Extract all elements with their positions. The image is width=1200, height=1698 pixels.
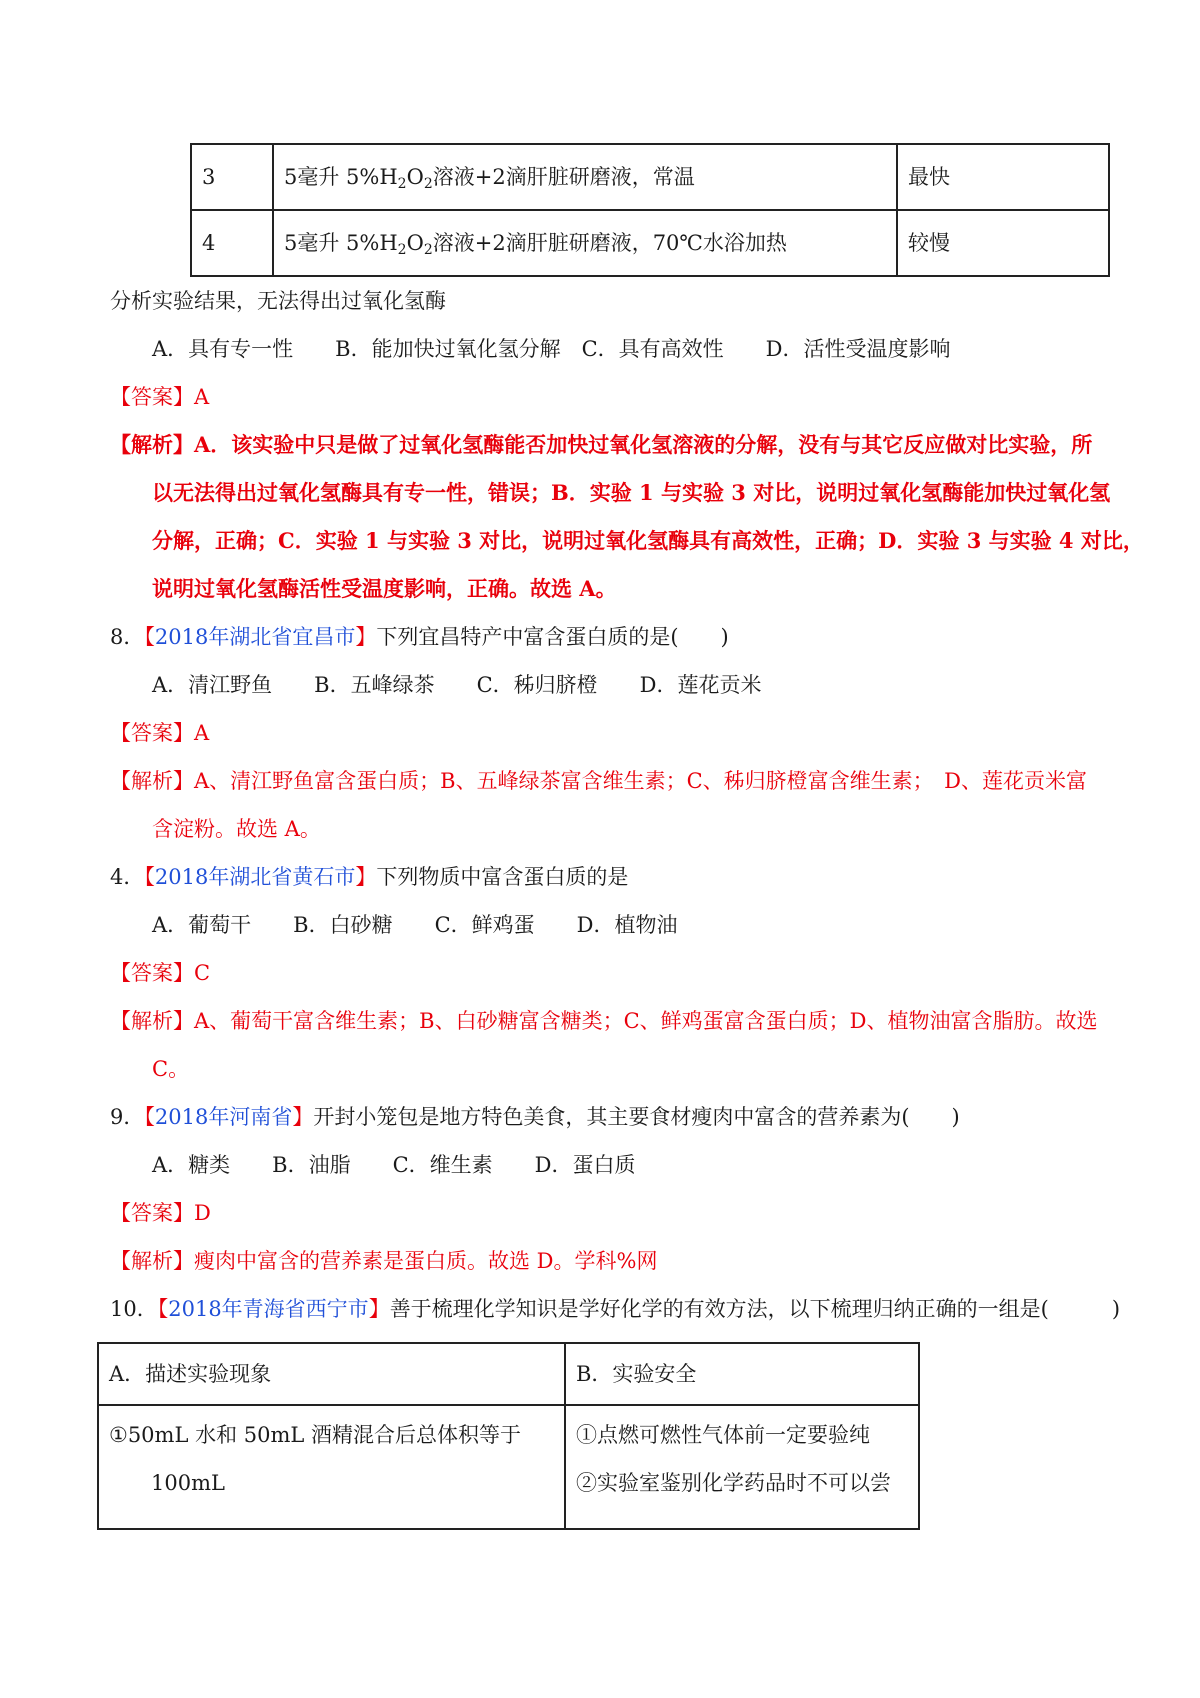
answer-value: C <box>194 961 211 985</box>
answer-line <box>110 1198 211 1228</box>
question-options: A．清江野鱼 B．五峰绿茶 C．秭归脐橙 D．莲花贡米 <box>152 673 762 697</box>
question-source: 2018年河南省 <box>154 1105 293 1129</box>
analysis-line: 【解析】A、葡萄干富含维生素；B、白砂糖富含糖类；C、鲜鸡蛋富含蛋白质；D、植物油富含脂肪。故选 <box>110 1009 1098 1033</box>
table-cell-a: ①50mL 水和 50mL 酒精混合后总体积等于 100mL <box>98 1405 565 1529</box>
table-row <box>191 144 1109 210</box>
analysis-line: C。 <box>152 1057 190 1081</box>
question-title: 8．【2018年湖北省宜昌市】下列宜昌特产中富含蛋白质的是( ) <box>110 625 729 649</box>
answer-label: 【答案】 <box>110 1201 194 1225</box>
analysis-label: 【解析】 <box>110 1009 194 1033</box>
analysis-line: 分解，正确；C．实验 1 与实验 3 对比，说明过氧化氢酶具有高效性，正确；D．实验 3 与实验 4 对比， <box>152 528 1144 553</box>
table-header-b: B．实验安全 <box>565 1343 919 1405</box>
answer-value: A <box>194 721 210 745</box>
table-cell-procedure: 5毫升 $5\%H_2O_2$溶液+2滴肝脏研磨液，70℃水浴加热 <box>273 210 897 276</box>
answer-value: D <box>194 1201 211 1225</box>
answer-label: 【答案】 <box>110 385 194 409</box>
answer-value: A <box>194 385 210 409</box>
options-table <box>97 1342 920 1530</box>
analysis-label: 【解析】 <box>110 769 194 793</box>
answer-line <box>110 718 209 748</box>
answer-line <box>110 382 209 412</box>
analysis-line: 【解析】A、清江野鱼富含蛋白质；B、五峰绿茶富含维生素；C、秭归脐橙富含维生素； D、莲花贡米富 <box>110 769 1087 793</box>
question-options: A．糖类 B．油脂 C．维生素 D．蛋白质 <box>152 1153 636 1177</box>
answer-label: 【答案】 <box>110 961 194 985</box>
question-stem: 分析实验结果，无法得出过氧化氢酶 <box>110 289 446 313</box>
experiment-table <box>190 143 1110 277</box>
table-row <box>98 1343 919 1405</box>
question-source: 2018年青海省西宁市 <box>168 1297 369 1321</box>
table-row <box>98 1405 919 1529</box>
question-title: 10．【2018年青海省西宁市】善于梳理化学知识是学好化学的有效方法，以下梳理归纳正确的一组是( ) <box>110 1297 1121 1321</box>
table-row <box>191 210 1109 276</box>
table-header-a: A．描述实验现象 <box>98 1343 565 1405</box>
question-source: 2018年湖北省宜昌市 <box>154 625 356 649</box>
table-cell-result: 最快 <box>897 144 1109 210</box>
table-cell-number: 3 <box>191 144 273 210</box>
table-cell-procedure: 5毫升 $5\%H_2O_2$溶液+2滴肝脏研磨液，常温 <box>273 144 897 210</box>
question-title: 4．【2018年湖北省黄石市】下列物质中富含蛋白质的是 <box>110 865 629 889</box>
table-cell-b: ①点燃可燃性气体前一定要验纯 ②实验室鉴别化学药品时不可以尝 <box>565 1405 919 1529</box>
question-options: A．葡萄干 B．白砂糖 C．鲜鸡蛋 D．植物油 <box>152 913 678 937</box>
answer-label: 【答案】 <box>110 721 194 745</box>
analysis-line: 【解析】瘦肉中富含的营养素是蛋白质。故选 D。学科%网 <box>110 1249 658 1273</box>
analysis-line: 含淀粉。故选 A。 <box>152 817 321 841</box>
analysis-line: 以无法得出过氧化氢酶具有专一性，错误；B．实验 1 与实验 3 对比，说明过氧化氢酶能加快过氧化氢 <box>152 480 1111 505</box>
answer-line <box>110 958 210 988</box>
analysis-label: 【解析】 <box>110 1249 194 1273</box>
question-title: 9．【2018年河南省】开封小笼包是地方特色美食，其主要食材瘦肉中富含的营养素为( ) <box>110 1105 960 1129</box>
analysis-line: 说明过氧化氢酶活性受温度影响，正确。故选 A。 <box>152 576 617 601</box>
question-options: A．具有专一性 B．能加快过氧化氢分解 C．具有高效性 D．活性受温度影响 <box>152 337 951 361</box>
analysis-label: 【解析】 <box>110 432 194 457</box>
table-cell-result: 较慢 <box>897 210 1109 276</box>
question-source: 2018年湖北省黄石市 <box>154 865 356 889</box>
table-cell-number: 4 <box>191 210 273 276</box>
analysis-line: 【解析】A．该实验中只是做了过氧化氢酶能否加快过氧化氢溶液的分解，没有与其它反应做对比实验，所 <box>110 432 1093 457</box>
